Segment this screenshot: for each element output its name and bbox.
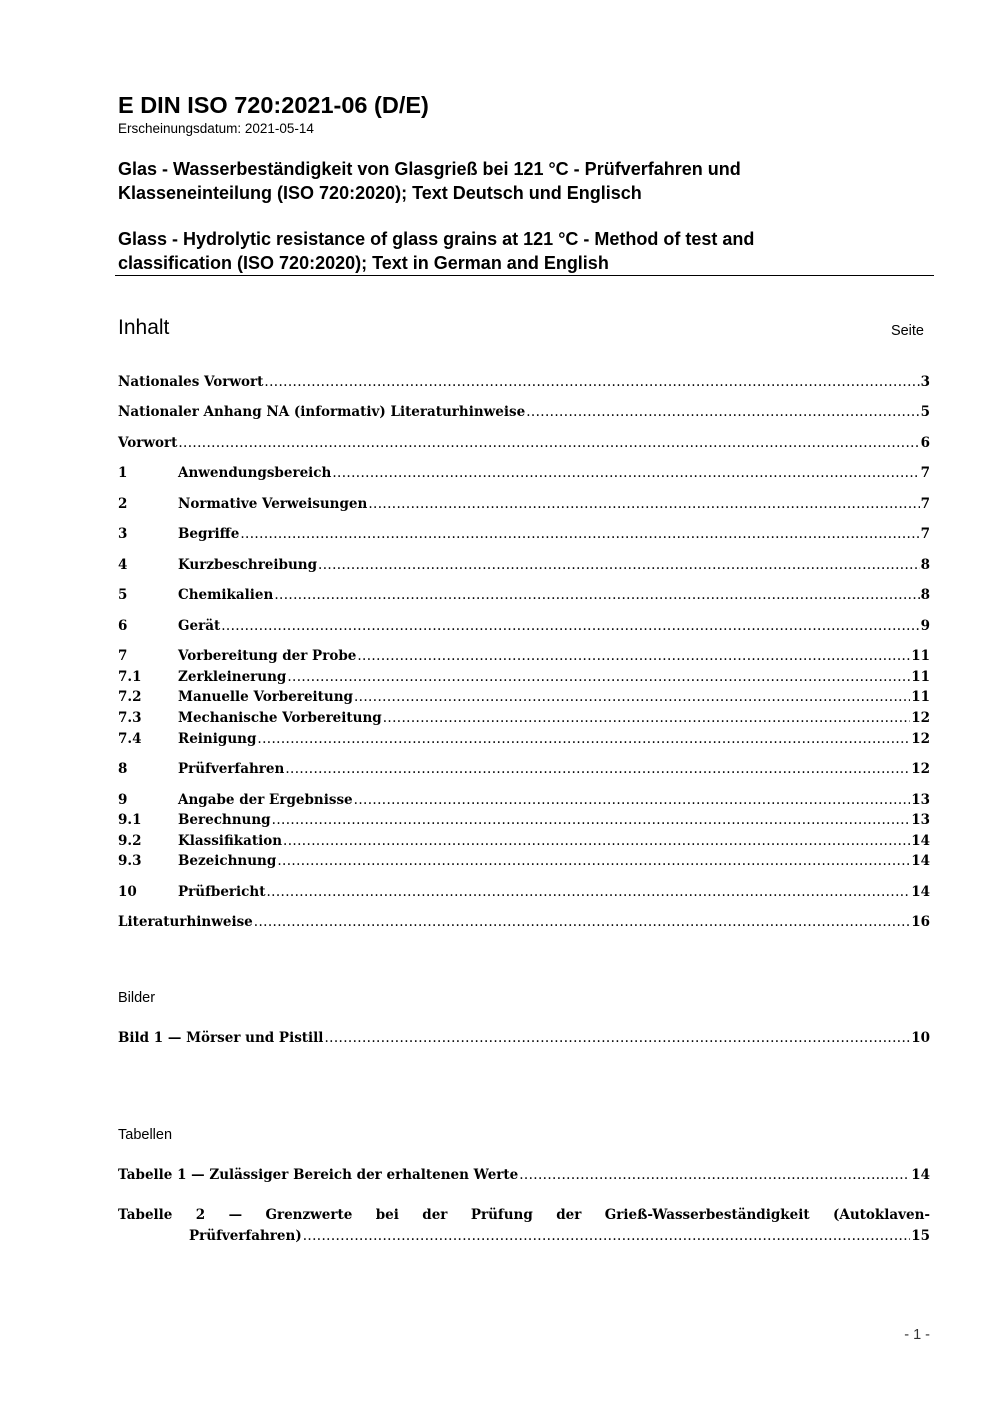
toc-entry[interactable]: [118, 372, 930, 392]
toc-entry[interactable]: [118, 555, 930, 575]
toc-entry-title: Chemikalien: [178, 587, 274, 603]
word: —: [228, 1207, 243, 1223]
toc-leader-dots: [277, 851, 910, 871]
toc-entry-title: Nationaler Anhang NA (informativ) Literaturhinweise: [118, 404, 526, 420]
toc-leader-dots: [303, 1226, 910, 1246]
toc-entry[interactable]: [118, 687, 930, 707]
toc-entry-title: Anwendungsbereich: [178, 465, 332, 481]
toc-entry-title: Berechnung: [178, 812, 271, 828]
word: (Autoklaven-: [833, 1207, 930, 1223]
title-english: [118, 228, 898, 275]
word: Tabelle 2: [118, 1207, 206, 1223]
table-entry-2-line-1: [118, 1205, 930, 1225]
toc-entry[interactable]: [118, 729, 930, 749]
toc-entry[interactable]: [118, 585, 930, 605]
toc-entry[interactable]: [118, 433, 930, 453]
toc-entry-number: 7.4: [118, 731, 142, 747]
toc-entry-page: 11: [911, 648, 930, 664]
toc-entry-title: Vorbereitung der Probe: [178, 648, 357, 664]
toc-entry-title: Normative Verweisungen: [178, 496, 368, 512]
toc-leader-dots: [519, 1165, 910, 1185]
toc-leader-dots: [383, 708, 911, 728]
document-code: E DIN ISO 720:2021-06 (D/E): [118, 92, 429, 118]
toc-entry-page: 12: [911, 761, 930, 777]
toc-leader-dots: [357, 646, 910, 666]
toc-leader-dots: [221, 616, 919, 636]
toc-entry-page: 12: [911, 710, 930, 726]
toc-entry-number: 1: [118, 465, 128, 481]
toc-entry-number: 4: [118, 557, 128, 573]
figure-entry-page: 10: [911, 1030, 930, 1046]
toc-entry[interactable]: [118, 524, 930, 544]
toc-leader-dots: [332, 463, 919, 483]
toc-entry-number: 8: [118, 761, 128, 777]
toc-entry-title: Prüfbericht: [178, 884, 266, 900]
toc-leader-dots: [274, 585, 919, 605]
toc-leader-dots: [354, 790, 911, 810]
table-entry-title: Prüfverfahren): [189, 1228, 302, 1244]
toc-entry[interactable]: [118, 851, 930, 871]
toc-entry-page: 14: [911, 884, 930, 900]
toc-entry-page: 9: [920, 618, 930, 634]
toc-entry-number: 9.2: [118, 833, 142, 849]
toc-entry-title: Bezeichnung: [178, 853, 277, 869]
toc-entry-title: Klassifikation: [178, 833, 283, 849]
page-number: - 1 -: [904, 1327, 930, 1343]
toc-entry-title: Manuelle Vorbereitung: [178, 689, 353, 705]
toc-entry-page: 14: [911, 833, 930, 849]
word: Prüfung: [470, 1207, 533, 1223]
toc-leader-dots: [257, 729, 910, 749]
toc-entry[interactable]: [118, 616, 930, 636]
word: der: [422, 1207, 448, 1223]
toc-entry[interactable]: [118, 708, 930, 728]
toc-entry-page: 13: [911, 812, 930, 828]
toc-entry-number: 2: [118, 496, 128, 512]
tables-heading: Tabellen: [118, 1127, 173, 1143]
toc-entry-number: 7.3: [118, 710, 142, 726]
toc-entry[interactable]: [118, 810, 930, 830]
toc-entry[interactable]: [118, 463, 930, 483]
table-entry-2-line-2: [189, 1226, 930, 1246]
toc-entry-page: 13: [911, 792, 930, 808]
toc-entry-title: Gerät: [178, 618, 221, 634]
toc-leader-dots: [266, 882, 910, 902]
toc-leader-dots: [526, 402, 919, 422]
toc-leader-dots: [272, 810, 911, 830]
toc-entry-page: 16: [911, 914, 930, 930]
toc-entry-title: Angabe der Ergebnisse: [178, 792, 353, 808]
toc-entry-number: 9.3: [118, 853, 142, 869]
title-divider: [115, 275, 934, 276]
word: der: [556, 1207, 582, 1223]
toc-entry-number: 7.1: [118, 669, 142, 685]
toc-entry[interactable]: [118, 759, 930, 779]
toc-entry-page: 3: [920, 374, 930, 390]
toc-leader-dots: [287, 667, 910, 687]
toc-entry-page: 14: [911, 853, 930, 869]
toc-entry-page: 8: [920, 587, 930, 603]
toc-entry-title: Prüfverfahren: [178, 761, 285, 777]
table-entry-page: 15: [911, 1228, 930, 1244]
toc-entry-title: Zerkleinerung: [178, 669, 287, 685]
toc-leader-dots: [264, 372, 919, 392]
toc-entry-number: 10: [118, 884, 137, 900]
toc-entry[interactable]: [118, 790, 930, 810]
toc-entry[interactable]: [118, 831, 930, 851]
table-entry-title: Tabelle 1 — Zulässiger Bereich der erhaltenen Werte: [118, 1167, 519, 1183]
title-english-line-2: classification (ISO 720:2020); Text in German and English: [118, 252, 609, 273]
title-english-line-1: Glass - Hydrolytic resistance of glass grains at 121 °C - Method of test and: [118, 229, 755, 249]
toc-entry-page: 7: [920, 526, 930, 542]
toc-entry-number: 7: [118, 648, 128, 664]
toc-entry-title: Vorwort: [118, 435, 178, 451]
figure-entry[interactable]: [118, 1028, 930, 1048]
toc-leader-dots: [368, 494, 919, 514]
toc-entry[interactable]: [118, 912, 930, 932]
toc-leader-dots: [283, 831, 910, 851]
toc-entry-number: 6: [118, 618, 128, 634]
toc-leader-dots: [178, 433, 919, 453]
toc-entry-number: 9: [118, 792, 128, 808]
toc-leader-dots: [354, 687, 910, 707]
toc-leader-dots: [285, 759, 910, 779]
table-entry[interactable]: [118, 1165, 930, 1185]
word: Grieß-Wasserbeständigkeit: [604, 1207, 810, 1223]
word: Grenzwerte: [265, 1207, 353, 1223]
publication-date: Erscheinungsdatum: 2021-05-14: [118, 121, 314, 136]
figure-entry-title: Bild 1 — Mörser und Pistill: [118, 1030, 324, 1046]
toc-entry-page: 5: [920, 404, 930, 420]
toc-entry-page: 11: [911, 669, 930, 685]
toc-leader-dots: [318, 555, 920, 575]
toc-entry-page: 7: [920, 496, 930, 512]
figures-heading: Bilder: [118, 990, 156, 1006]
toc-entry-title: Mechanische Vorbereitung: [178, 710, 382, 726]
title-german-line-2: Klasseneinteilung (ISO 720:2020); Text Deutsch und Englisch: [118, 182, 642, 203]
toc-entry-number: 9.1: [118, 812, 142, 828]
toc-entry[interactable]: [118, 646, 930, 666]
toc-entry-page: 6: [920, 435, 930, 451]
toc-entry-title: Reinigung: [178, 731, 257, 747]
word: bei: [375, 1207, 399, 1223]
toc-entry[interactable]: [118, 402, 930, 422]
title-german: [118, 158, 898, 205]
table-entry-page: 14: [911, 1167, 930, 1183]
toc-leader-dots: [240, 524, 919, 544]
title-german-line-1: Glas - Wasserbeständigkeit von Glasgrieß bei 121 °C - Prüfverfahren und: [118, 159, 741, 179]
toc-entry[interactable]: [118, 882, 930, 902]
toc-entry-number: 5: [118, 587, 128, 603]
page-column-label: Seite: [890, 323, 924, 339]
toc-entry-number: 7.2: [118, 689, 142, 705]
toc-entry-page: 8: [920, 557, 930, 573]
toc-entry-title: Literaturhinweise: [118, 914, 253, 930]
toc-entry[interactable]: [118, 494, 930, 514]
toc-entry-page: 12: [911, 731, 930, 747]
toc-entry-number: 3: [118, 526, 128, 542]
toc-entry[interactable]: [118, 667, 930, 687]
toc-leader-dots: [324, 1028, 910, 1048]
toc-heading: Inhalt: [118, 316, 170, 339]
toc-entry-page: 11: [911, 689, 930, 705]
toc-entry-title: Kurzbeschreibung: [178, 557, 318, 573]
toc-entry-title: Begriffe: [178, 526, 240, 542]
toc-entry-title: Nationales Vorwort: [118, 374, 264, 390]
toc-leader-dots: [254, 912, 910, 932]
toc-entry-page: 7: [920, 465, 930, 481]
